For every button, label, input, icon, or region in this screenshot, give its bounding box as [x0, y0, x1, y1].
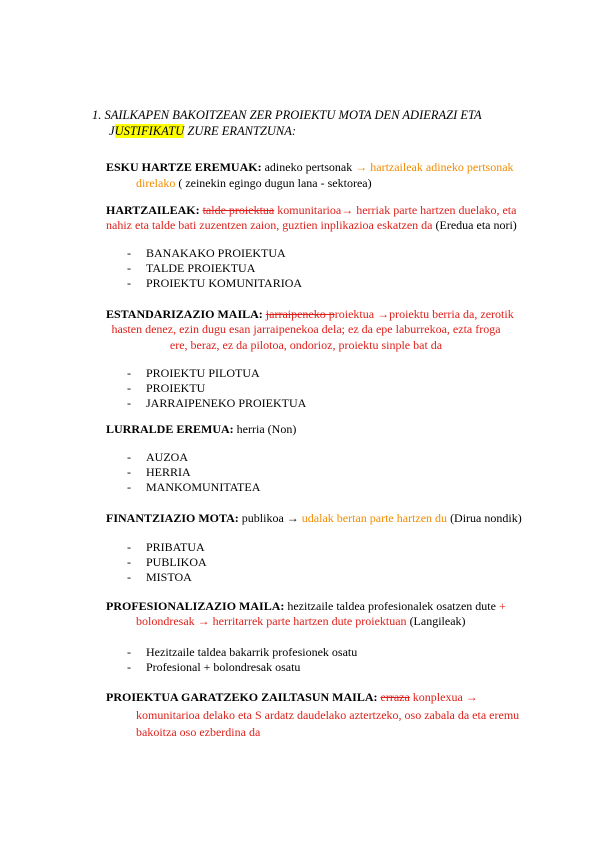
finantz-tail: (Dirua nondik)	[447, 511, 522, 525]
profes-line-1	[106, 599, 506, 614]
struck-text: erraza	[380, 690, 410, 704]
profes-red-2: bolondresak → herritarrek parte hartzen dute proiektuan	[136, 614, 407, 628]
list-item: - PROIEKTU PILOTUA	[127, 366, 306, 381]
profes-line-2	[136, 614, 466, 629]
hartzaileak-line-1	[106, 203, 516, 218]
estandar-red-2: hasten denez, ezin dugu esan jarraipenekoa dela; ez da epe laburrekoa, ezta froga	[111, 322, 501, 336]
list-item: - PUBLIKOA	[127, 555, 207, 570]
garatzeko-red-1: konplexua →	[409, 690, 478, 704]
garatzeko-red-3: bakoitza oso ezberdina da	[136, 725, 261, 739]
list-item: - AUZOA	[127, 450, 260, 465]
list-item: - Hezitzaile taldea bakarrik profesionek osatu	[127, 645, 357, 660]
lurralde-list	[127, 450, 260, 495]
list-item: - PROIEKTU	[127, 381, 306, 396]
hartzaileak-tail: (Eredua eta nori)	[432, 218, 517, 232]
esku-line-1	[106, 160, 514, 175]
profes-tail: (Langileak)	[406, 614, 466, 628]
question-rest: ZURE ERANTZUNA:	[184, 124, 297, 138]
question-line-2	[109, 124, 296, 139]
list-item: - BANAKAKO PROIEKTUA	[127, 246, 302, 261]
lurralde-line	[106, 422, 296, 437]
profes-label: PROFESIONALIZAZIO MAILA:	[106, 599, 285, 613]
lurralde-text: herria (Non)	[233, 422, 297, 436]
list-item: - Profesional + bolondresak osatu	[127, 660, 357, 675]
list-item: - TALDE PROIEKTUA	[127, 261, 302, 276]
estandar-line-1	[106, 307, 514, 322]
esku-line-2	[136, 176, 372, 191]
esku-orange-2: direlako	[136, 176, 176, 190]
profes-list	[127, 645, 357, 675]
estandar-list	[127, 366, 306, 411]
garatzeko-label: PROIEKTUA GARATZEKO ZAILTASUN MAILA:	[106, 690, 378, 704]
finantz-line	[106, 511, 522, 526]
esku-orange-1: hartzaileak adineko pertsonak	[367, 160, 514, 174]
list-item: - HERRIA	[127, 465, 260, 480]
list-item: - JARRAIPENEKO PROIEKTUA	[127, 396, 306, 411]
hartzaileak-red-1: komunitarioa→ herriak parte hartzen duelako, eta	[274, 203, 517, 217]
question-number: 1.	[92, 108, 102, 122]
list-item: - MANKOMUNITATEA	[127, 480, 260, 495]
arrow-icon: →	[286, 511, 299, 525]
profes-plus: +	[498, 599, 506, 613]
estandar-label: ESTANDARIZAZIO MAILA:	[106, 307, 263, 321]
arrow-icon: →	[355, 160, 368, 174]
finantz-text: publikoa	[238, 511, 287, 525]
question-line-1	[92, 108, 482, 123]
esku-text: adineko pertsonak	[261, 160, 356, 174]
finantz-orange: udalak bertan parte hartzen du	[298, 511, 448, 525]
profes-text: hezitzaile taldea profesionalek osatzen dute	[284, 599, 499, 613]
finantz-label: FINANTZIAZIO MOTA:	[106, 511, 239, 525]
hartzaileak-red-2: nahiz eta talde bati zuzentzen zaion, guztien inplikazioa eskatzen da	[106, 218, 433, 232]
hartzaileak-label: HARTZAILEAK:	[106, 203, 200, 217]
highlighted-word: USTIFIKATU	[114, 124, 185, 138]
esku-label: ESKU HARTZE EREMUAK:	[106, 160, 262, 174]
garatzeko-line-1	[106, 690, 478, 705]
hartzaileak-list	[127, 246, 302, 291]
list-item: - MISTOA	[127, 570, 207, 585]
estandar-red-3: ere, beraz, ez da pilotoa, ondorioz, proiektu sinple bat da	[169, 338, 443, 352]
esku-tail: ( zeinekin egingo dugun lana - sektorea)	[175, 176, 372, 190]
lurralde-label: LURRALDE EREMUA:	[106, 422, 234, 436]
finantz-list	[127, 540, 207, 585]
question-text: SAILKAPEN BAKOITZEAN ZER PROIEKTU MOTA DEN ADIERAZI ETA	[104, 108, 482, 122]
garatzeko-red-2: komunitarioa delako eta S ardatz daudelako aztertzeko, oso zabala da eta eremu	[136, 708, 520, 722]
list-item: - PRIBATUA	[127, 540, 207, 555]
struck-text: talde proiektua	[202, 203, 275, 217]
question-prefix: J	[109, 124, 115, 138]
list-item: - PROIEKTU KOMUNITARIOA	[127, 276, 302, 291]
hartzaileak-line-2	[106, 218, 517, 233]
struck-text: jarraipeneko p	[265, 307, 335, 321]
estandar-red-1: roiektua →proiektu berria da, zerotik	[334, 307, 514, 321]
